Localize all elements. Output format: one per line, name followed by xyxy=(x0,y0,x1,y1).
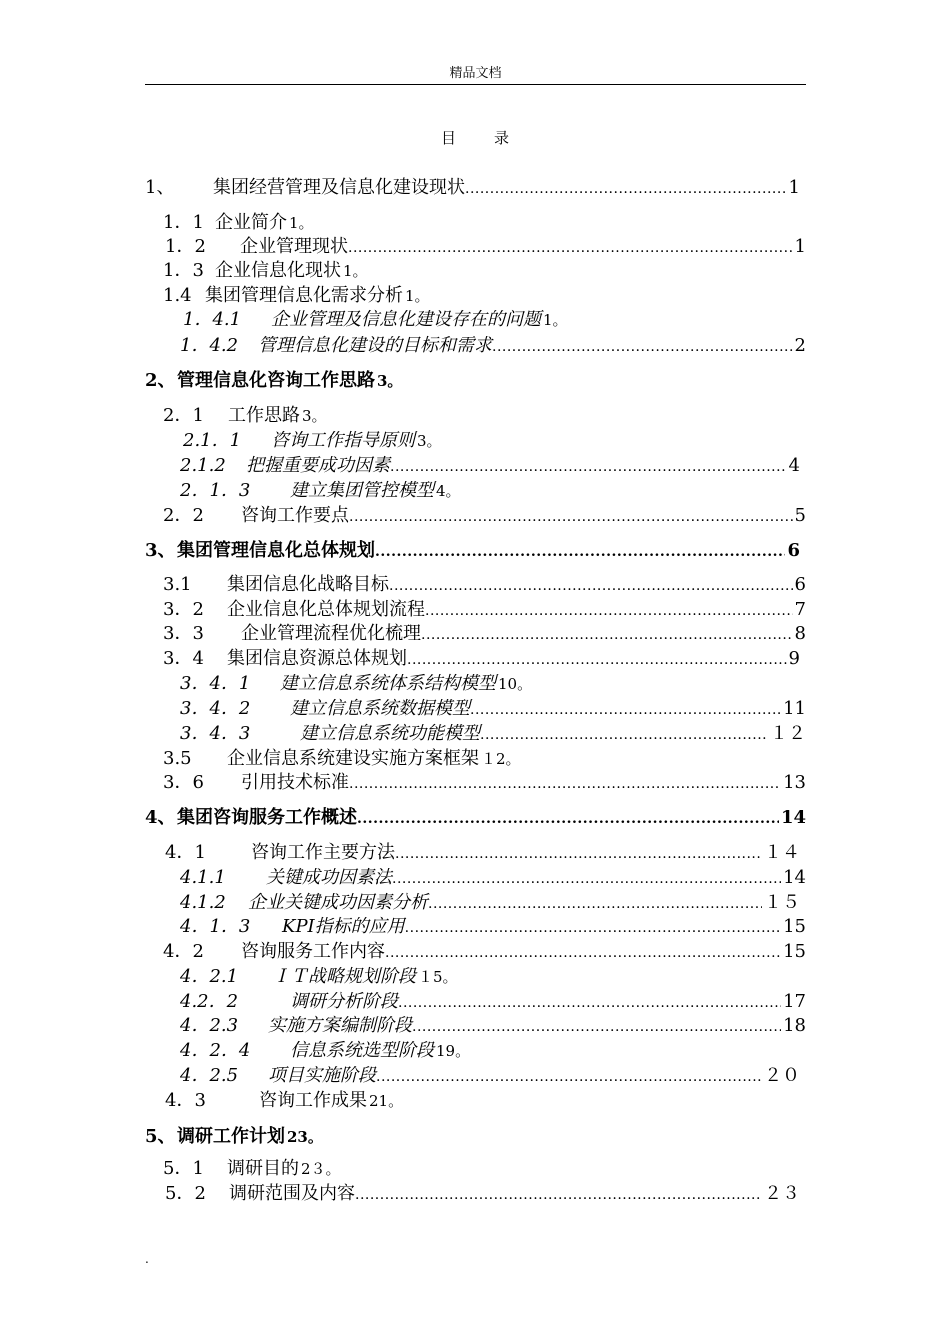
toc-entry-page: 5 xyxy=(794,505,806,526)
toc-entry-number: 1．1 xyxy=(163,212,204,233)
toc-title: 目录 xyxy=(440,129,547,147)
toc-entry-title: 调研分析阶段 xyxy=(290,991,398,1012)
toc-entry-title: 建立信息系统数据模型 xyxy=(290,698,470,719)
toc-entry-page: 2３。 xyxy=(301,1160,341,1178)
toc-entry-title: 企业简介 xyxy=(215,212,287,233)
toc-leader-dots xyxy=(395,842,762,866)
toc-leader-dots xyxy=(392,867,781,891)
toc-entry-title: 建立集团管控模型 xyxy=(290,480,434,501)
toc-entry-number: 4.1.1 xyxy=(180,867,226,888)
toc-leader-dots xyxy=(407,648,787,672)
toc-leader-dots xyxy=(421,623,793,647)
toc-entry-title: 调研范围及内容 xyxy=(229,1183,355,1204)
toc-entry[interactable] xyxy=(163,573,806,597)
toc-entry-page: 17 xyxy=(783,991,806,1012)
toc-entry-number: 4、 xyxy=(145,807,176,828)
toc-entry[interactable] xyxy=(180,334,806,358)
toc-entry-title: 把握重要成功因素 xyxy=(246,455,390,476)
toc-leader-dots xyxy=(425,599,793,623)
toc-entry[interactable] xyxy=(180,722,806,746)
toc-entry[interactable] xyxy=(180,965,458,989)
toc-entry-title: 工作思路 xyxy=(228,405,300,426)
toc-entry[interactable] xyxy=(163,747,521,771)
toc-entry-number: 2．1 xyxy=(163,405,204,426)
toc-entry-page: 13 xyxy=(783,772,806,793)
toc-leader-dots xyxy=(480,723,768,747)
toc-entry-title: 企业关键成功因素分析 xyxy=(248,892,428,913)
toc-entry-title: 引用技术标准 xyxy=(241,772,349,793)
toc-leader-dots xyxy=(470,698,781,722)
toc-entry-number: 3．4．1 xyxy=(180,673,251,694)
toc-entry-title: 管理信息化咨询工作思路 xyxy=(177,370,375,391)
toc-entry-title: 建立信息系统体系结构模型 xyxy=(280,673,496,694)
toc-entry[interactable] xyxy=(180,990,806,1014)
toc-entry-number: 3．6 xyxy=(163,772,204,793)
toc-entry-page: 1。 xyxy=(343,262,368,280)
toc-entry-title: 管理信息化建设的目标和需求 xyxy=(258,335,492,356)
toc-entry-number: 4．2.5 xyxy=(180,1065,239,1086)
toc-entry-page: 2 xyxy=(794,335,806,356)
toc-leader-dots xyxy=(428,892,762,916)
toc-entry-title: 关键成功因素法 xyxy=(266,867,392,888)
toc-entry-number: 2、 xyxy=(145,370,176,391)
toc-entry-number: 5、 xyxy=(145,1126,176,1147)
toc-entry-title: 咨询工作要点 xyxy=(241,505,349,526)
toc-entry-title: KPI指标的应用 xyxy=(282,916,405,937)
toc-entry-page: 1。 xyxy=(289,214,314,232)
toc-entry-title: 企业信息化现状 xyxy=(215,260,341,281)
toc-entry-title: 实施方案编制阶段 xyxy=(268,1015,412,1036)
toc-entry-page: 23。 xyxy=(287,1128,323,1146)
toc-entry[interactable] xyxy=(145,539,800,563)
toc-leader-dots xyxy=(355,1183,762,1207)
toc-entry-page: 6 xyxy=(787,540,800,561)
toc-entry-title: 集团信息资源总体规划 xyxy=(227,648,407,669)
toc-entry-page: 1。 xyxy=(543,311,568,329)
toc-entry-page: 15 xyxy=(783,941,806,962)
toc-entry-title: 集团经营管理及信息化建设现状 xyxy=(213,177,465,198)
toc-entry[interactable] xyxy=(145,1125,323,1149)
toc-entry-page: １5。 xyxy=(418,968,458,986)
toc-entry-page: 18 xyxy=(783,1015,806,1036)
toc-entry[interactable] xyxy=(163,284,430,308)
toc-entry-number: 4．2．4 xyxy=(180,1040,251,1061)
toc-entry-number: 4．1．3 xyxy=(180,916,251,937)
toc-entry[interactable] xyxy=(180,1014,806,1038)
toc-entry[interactable] xyxy=(163,598,806,622)
toc-leader-dots xyxy=(348,236,793,260)
toc-entry-page: 15 xyxy=(783,916,806,937)
toc-entry-number: 3.5 xyxy=(163,748,192,769)
toc-entry[interactable] xyxy=(163,259,368,283)
toc-entry[interactable] xyxy=(165,841,800,865)
toc-entry-number: 5．2 xyxy=(165,1183,206,1204)
toc-entry-page: 4 xyxy=(788,455,800,476)
toc-entry-title: 企业管理现状 xyxy=(240,236,348,257)
toc-entry[interactable] xyxy=(163,1157,341,1181)
toc-entry[interactable] xyxy=(145,176,800,200)
toc-entry-title: 企业信息系统建设实施方案框架 xyxy=(227,748,479,769)
toc-entry[interactable] xyxy=(163,647,800,671)
toc-entry[interactable] xyxy=(180,866,806,890)
toc-entry-page: 7 xyxy=(794,599,806,620)
toc-entry-title: 调研目的 xyxy=(227,1158,299,1179)
toc-entry-number: 4．2 xyxy=(163,941,204,962)
toc-entry-number: 5．1 xyxy=(163,1158,204,1179)
toc-entry-title: 咨询工作指导原则 xyxy=(271,430,415,451)
toc-entry-number: 1．3 xyxy=(163,260,204,281)
toc-entry-page: １２ xyxy=(770,723,806,744)
toc-entry-title: 集团咨询服务工作概述 xyxy=(177,807,357,828)
toc-entry-number: 3．3 xyxy=(163,623,204,644)
toc-entry-number: 1．4.1 xyxy=(183,309,242,330)
page-header: 精品文档 xyxy=(145,66,806,85)
toc-entry-number: 1．4.2 xyxy=(180,335,239,356)
toc-entry-number: 2．1．3 xyxy=(180,480,251,501)
toc-entry[interactable] xyxy=(163,504,806,528)
toc-entry-page: 21。 xyxy=(369,1092,404,1110)
toc-entry-page: 3。 xyxy=(302,407,327,425)
toc-entry-page: 3。 xyxy=(417,432,442,450)
toc-entry-title: 集团信息化战略目标 xyxy=(227,574,389,595)
toc-entry[interactable] xyxy=(180,697,806,721)
toc-entry-page: 19。 xyxy=(436,1042,471,1060)
toc-leader-dots xyxy=(375,540,785,564)
toc-entry-page: 9 xyxy=(788,648,800,669)
toc-leader-dots xyxy=(465,177,787,201)
toc-entry[interactable] xyxy=(163,622,806,646)
toc-entry-number: 4．2.3 xyxy=(180,1015,239,1036)
toc-entry-number: 2．2 xyxy=(163,505,204,526)
toc-leader-dots xyxy=(385,941,781,965)
toc-entry-page: 1 xyxy=(794,236,806,257)
toc-leader-dots xyxy=(349,505,793,529)
toc-entry-page: １2。 xyxy=(481,750,521,768)
toc-entry-number: 1．2 xyxy=(165,236,206,257)
toc-entry-number: 4.2．2 xyxy=(180,991,239,1012)
toc-entry-title: 咨询服务工作内容 xyxy=(241,941,385,962)
toc-entry[interactable] xyxy=(180,1039,470,1063)
toc-leader-dots xyxy=(412,1015,781,1039)
toc-entry-title: 集团管理信息化需求分析 xyxy=(205,285,403,306)
toc-entry[interactable] xyxy=(145,806,806,830)
toc-entry[interactable] xyxy=(180,915,806,939)
toc-entry-number: 3．4 xyxy=(163,648,204,669)
toc-entry-title: 企业管理流程优化梳理 xyxy=(241,623,421,644)
toc-entry-title: 调研工作计划 xyxy=(177,1126,285,1147)
toc-leader-dots xyxy=(376,1065,762,1089)
toc-leader-dots xyxy=(349,772,781,796)
toc-entry-page: 3。 xyxy=(377,372,403,390)
toc-leader-dots xyxy=(398,991,781,1015)
toc-entry-page: 6 xyxy=(794,574,806,595)
toc-entry-number: 3.1 xyxy=(163,574,192,595)
toc-entry[interactable] xyxy=(180,891,800,915)
toc-entry-number: 4．1 xyxy=(165,842,206,863)
toc-entry[interactable] xyxy=(163,404,327,428)
toc-entry-number: 3．4．2 xyxy=(180,698,251,719)
toc-entry[interactable] xyxy=(183,308,568,332)
toc-entry[interactable] xyxy=(183,429,442,453)
toc-entry-number: 2.1．1 xyxy=(183,430,242,451)
toc-entry-page: ２０ xyxy=(764,1065,800,1086)
toc-entry-page: 4。 xyxy=(436,482,461,500)
toc-entry[interactable] xyxy=(163,771,806,795)
toc-entry-title: 建立信息系统功能模型 xyxy=(300,723,480,744)
toc-entry[interactable] xyxy=(165,1182,800,1206)
toc-entry-title: ＩＴ战略规划阶段 xyxy=(272,966,416,987)
toc-entry[interactable] xyxy=(145,369,402,393)
toc-entry[interactable] xyxy=(163,211,314,235)
toc-entry-page: 11 xyxy=(783,698,806,719)
toc-leader-dots xyxy=(390,455,787,479)
toc-entry-number: 4．2.1 xyxy=(180,966,239,987)
toc-entry-number: 3．2 xyxy=(163,599,204,620)
toc-entry-title: 信息系统选型阶段 xyxy=(290,1040,434,1061)
toc-leader-dots xyxy=(357,807,779,831)
toc-entry-number: 3．4．3 xyxy=(180,723,251,744)
toc-entry-title: 企业信息化总体规划流程 xyxy=(227,599,425,620)
toc-entry-title: 集团管理信息化总体规划 xyxy=(177,540,375,561)
toc-entry-title: 项目实施阶段 xyxy=(268,1065,376,1086)
toc-entry-title: 企业管理及信息化建设存在的问题 xyxy=(271,309,541,330)
toc-entry[interactable] xyxy=(180,479,461,503)
toc-entry[interactable] xyxy=(165,1089,403,1113)
toc-entry-number: 2.1.2 xyxy=(180,455,226,476)
toc-entry-page: 8 xyxy=(794,623,806,644)
toc-entry[interactable] xyxy=(165,235,806,259)
toc-entry[interactable] xyxy=(163,940,806,964)
toc-entry-page: 10。 xyxy=(498,675,533,693)
toc-entry-title: 咨询工作成果 xyxy=(259,1090,367,1111)
toc-leader-dots xyxy=(405,916,781,940)
toc-entry-number: 3、 xyxy=(145,540,176,561)
toc-leader-dots xyxy=(492,335,793,359)
toc-leader-dots xyxy=(389,574,793,598)
toc-entry-page: １５ xyxy=(764,892,800,913)
footer-mark: . xyxy=(145,1252,149,1266)
toc-entry-page: ２３ xyxy=(764,1183,800,1204)
toc-entry-page: 14 xyxy=(783,867,806,888)
toc-entry-page: 14 xyxy=(780,807,806,828)
toc-entry[interactable] xyxy=(180,1064,800,1088)
toc-entry-page: 1。 xyxy=(405,287,430,305)
toc-entry-page: 1 xyxy=(788,177,800,198)
toc-entry-number: 1.4 xyxy=(163,285,192,306)
toc-entry-page: １４ xyxy=(764,842,800,863)
toc-entry-number: 1、 xyxy=(145,177,175,198)
toc-entry-number: 4.1.2 xyxy=(180,892,226,913)
toc-entry[interactable] xyxy=(180,672,532,696)
toc-entry-title: 咨询工作主要方法 xyxy=(251,842,395,863)
toc-entry-number: 4．3 xyxy=(165,1090,206,1111)
toc-entry[interactable] xyxy=(180,454,800,478)
